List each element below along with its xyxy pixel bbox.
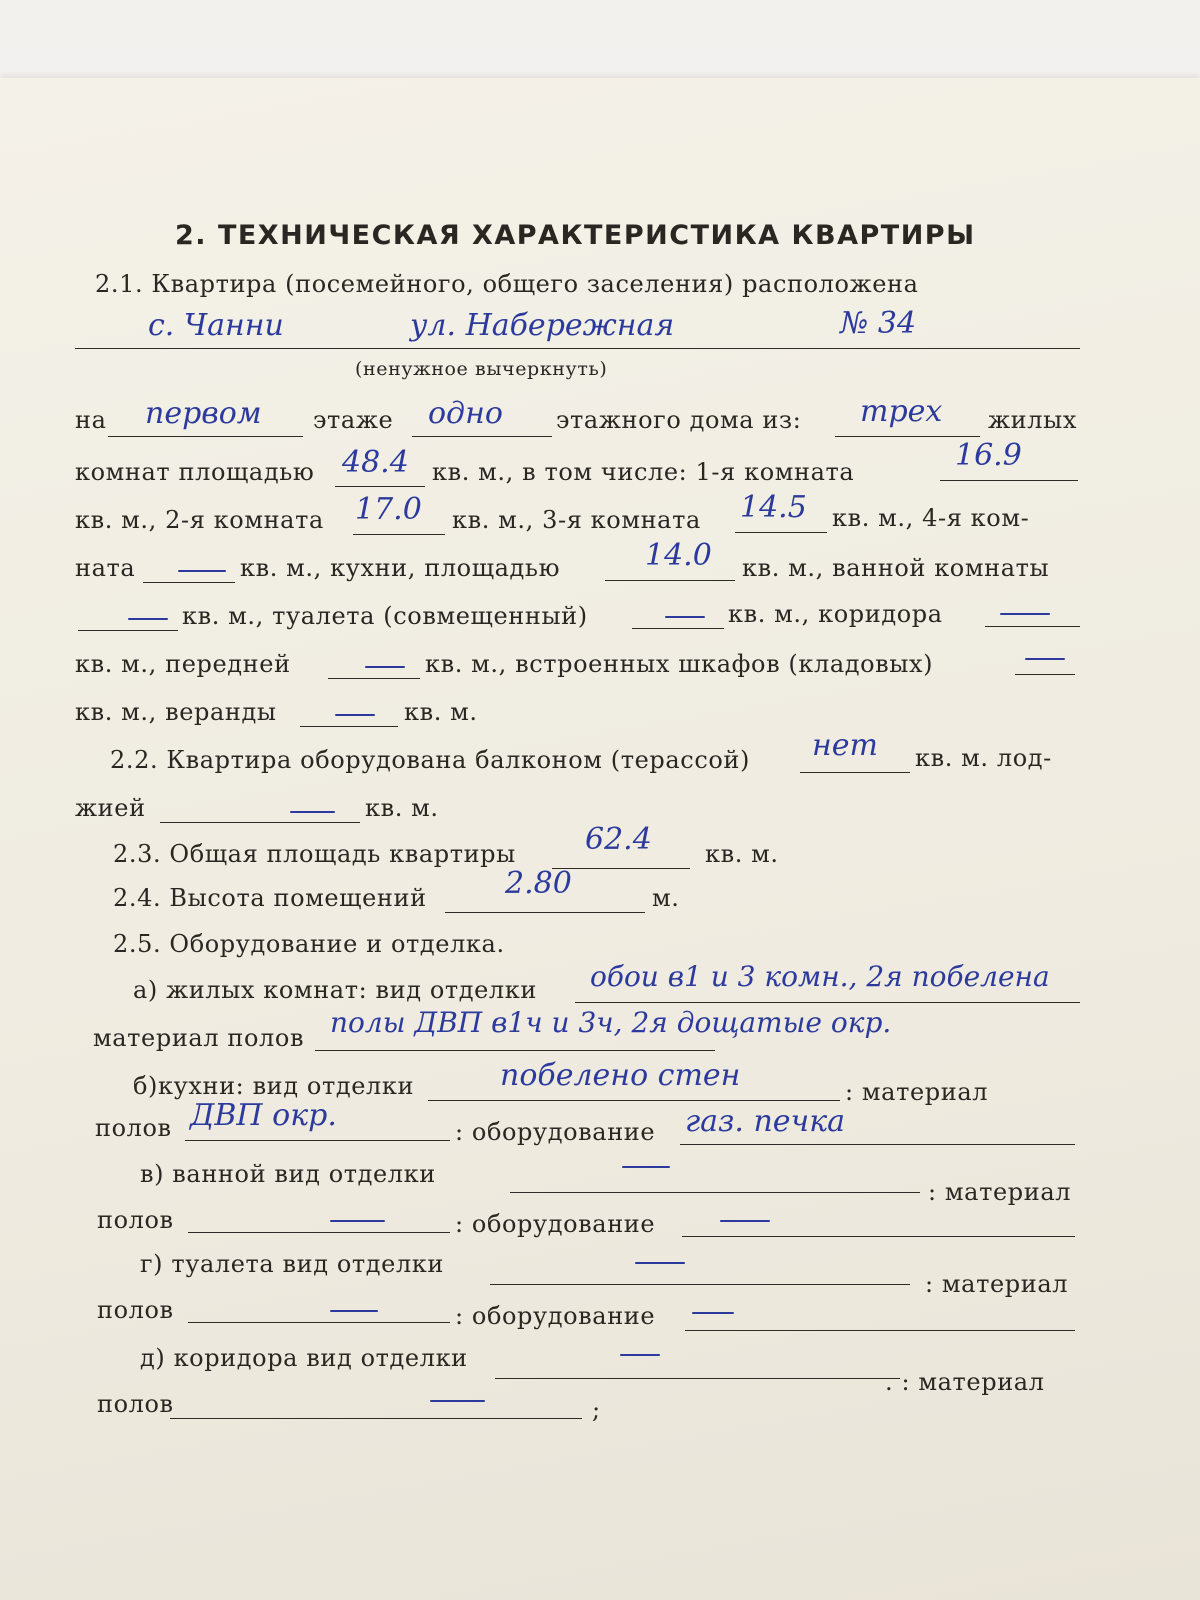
room3-line xyxy=(735,532,827,533)
bath-equipment-label: : оборудование xyxy=(455,1210,656,1238)
room3-value: 14.5 xyxy=(740,490,807,525)
floor-prefix: на xyxy=(75,406,107,434)
loggia-dash xyxy=(290,811,335,813)
toilet-line xyxy=(632,628,724,629)
toilet-finish-dash xyxy=(635,1262,685,1264)
clause-2-1-label: 2.1. Квартира (посемейного, общего заселения) расположена xyxy=(95,270,919,298)
bath-finish-line xyxy=(510,1192,920,1193)
corridor-floor-end: ; xyxy=(592,1396,601,1424)
kitchen-finish-label: б)кухни: вид отделки xyxy=(133,1072,415,1100)
kitchen-material-label: : материал xyxy=(845,1078,989,1106)
living-floor-value: полы ДВП в1ч и 3ч, 2я дощатые окр. xyxy=(330,1006,892,1039)
living-finish-label: а) жилых комнат: вид отделки xyxy=(133,976,537,1004)
toilet-finish-label: г) туалета вид отделки xyxy=(140,1250,445,1278)
toilet-floor-label: полов xyxy=(97,1296,174,1324)
kitchen-floor-value: ДВП окр. xyxy=(190,1098,337,1133)
toilet-floor-line xyxy=(188,1322,450,1323)
bath-material-label: : материал xyxy=(928,1178,1072,1206)
loggia-line xyxy=(160,822,360,823)
bath-floor-dash xyxy=(330,1220,385,1222)
floor-line xyxy=(108,436,303,437)
room1-line xyxy=(940,480,1078,481)
clause-2-2-label: 2.2. Квартира оборудована балконом (терассой) xyxy=(110,746,750,774)
toilet-equipment-line xyxy=(685,1330,1075,1331)
room3-label: кв. м., 3-я комната xyxy=(452,506,701,534)
address-line xyxy=(75,348,1080,349)
loggia-unit: кв. м. xyxy=(365,794,439,822)
corridor-finish-dash xyxy=(620,1354,660,1356)
corridor-label: кв. м., коридора xyxy=(728,600,943,628)
kitchen-finish-line xyxy=(428,1100,840,1101)
bath-floor-line xyxy=(188,1232,450,1233)
toilet-label: кв. м., туалета (совмещенный) xyxy=(182,602,588,630)
kitchen-equipment-label: : оборудование xyxy=(455,1118,656,1146)
living-finish-line xyxy=(575,1002,1080,1003)
floor-value: первом xyxy=(145,396,262,431)
living-floor-label: материал полов xyxy=(93,1024,305,1052)
total-area-line xyxy=(552,868,690,869)
toilet-equipment-dash xyxy=(692,1312,734,1314)
bath-equipment-dash xyxy=(720,1220,770,1222)
bathroom-label: кв. м., ванной комнаты xyxy=(742,554,1050,582)
toilet-floor-dash xyxy=(330,1310,378,1312)
total-area-unit: кв. м. xyxy=(705,840,779,868)
storeys-value: одно xyxy=(428,396,503,431)
storeys-label: этажного дома из: xyxy=(556,406,802,434)
address-village: с. Чанни xyxy=(148,308,284,343)
height-value: 2.80 xyxy=(505,866,572,901)
form-page xyxy=(0,78,1200,1600)
section-title: 2. ТЕХНИЧЕСКАЯ ХАРАКТЕРИСТИКА КВАРТИРЫ xyxy=(175,220,976,251)
height-unit: м. xyxy=(652,884,680,912)
veranda-dash xyxy=(335,714,375,716)
toilet-dash xyxy=(665,616,705,618)
address-street: ул. Набережная xyxy=(410,308,675,343)
room1-label: кв. м., в том числе: 1-я комната xyxy=(432,458,855,486)
corridor-finish-line xyxy=(495,1378,900,1379)
strike-hint: (ненужное вычеркнуть) xyxy=(355,358,608,380)
room4-line xyxy=(143,582,235,583)
bath-floor-label: полов xyxy=(97,1206,174,1234)
height-line xyxy=(445,912,645,913)
storeys-line xyxy=(412,436,552,437)
kitchen-line xyxy=(605,580,735,581)
bathroom-dash xyxy=(128,618,168,620)
bath-finish-dash xyxy=(622,1166,670,1168)
address-house: № 34 xyxy=(840,306,917,341)
corridor-finish-label: д) коридора вид отделки xyxy=(140,1344,468,1372)
kitchen-floor-label: полов xyxy=(95,1114,172,1142)
closets-dash xyxy=(1025,658,1065,660)
kitchen-value: 14.0 xyxy=(645,538,712,573)
clause-2-5-label: 2.5. Оборудование и отделка. xyxy=(113,930,505,958)
corridor-floor-label: полов xyxy=(97,1390,174,1418)
corridor-line xyxy=(985,626,1080,627)
kitchen-floor-line xyxy=(185,1140,450,1141)
room4-cont-label: ната xyxy=(75,554,136,582)
toilet-finish-line xyxy=(490,1284,910,1285)
room2-value: 17.0 xyxy=(355,492,422,527)
kitchen-equipment-line xyxy=(680,1144,1075,1145)
living-floor-line xyxy=(315,1050,715,1051)
veranda-label: кв. м., веранды xyxy=(75,698,277,726)
kitchen-equipment-value: газ. печка xyxy=(685,1104,846,1139)
bathroom-line xyxy=(78,630,178,631)
loggia-cont-label: жией xyxy=(75,794,146,822)
veranda-line xyxy=(300,726,398,727)
veranda-unit: кв. м. xyxy=(404,698,478,726)
hall-dash xyxy=(365,666,405,668)
closets-label: кв. м., встроенных шкафов (кладовых) xyxy=(425,650,934,678)
rooms-count-label: жилых xyxy=(988,406,1077,434)
toilet-material-label: : материал xyxy=(925,1270,1069,1298)
rooms-count-value: трех xyxy=(860,394,943,429)
bath-finish-label: в) ванной вид отделки xyxy=(140,1160,436,1188)
corridor-dash xyxy=(1000,613,1050,615)
corridor-material-label: . : материал xyxy=(885,1368,1045,1396)
balcony-line xyxy=(800,772,910,773)
corridor-floor-line xyxy=(170,1418,582,1419)
floor-label: этаже xyxy=(313,406,394,434)
rooms-count-line xyxy=(835,436,980,437)
room1-value: 16.9 xyxy=(955,438,1022,473)
living-area-value: 48.4 xyxy=(342,445,409,480)
corridor-floor-dash xyxy=(430,1400,485,1402)
closets-line xyxy=(1015,674,1075,675)
clause-2-4-label: 2.4. Высота помещений xyxy=(113,884,427,912)
balcony-value: нет xyxy=(812,728,878,763)
living-finish-value: обои в1 и 3 комн., 2я побелена xyxy=(590,960,1050,993)
bath-equipment-line xyxy=(682,1236,1075,1237)
hall-label: кв. м., передней xyxy=(75,650,291,678)
hall-line xyxy=(328,678,420,679)
kitchen-label: кв. м., кухни, площадью xyxy=(240,554,561,582)
clause-2-3-label: 2.3. Общая площадь квартиры xyxy=(113,840,516,868)
room4-label: кв. м., 4-я ком- xyxy=(832,504,1030,532)
kitchen-finish-value: побелено стен xyxy=(500,1058,741,1093)
loggia-label: кв. м. лод- xyxy=(915,744,1052,772)
toilet-equipment-label: : оборудование xyxy=(455,1302,656,1330)
room4-dash xyxy=(178,570,226,572)
living-area-label: комнат площадью xyxy=(75,458,315,486)
living-area-line xyxy=(335,486,425,487)
room2-label: кв. м., 2-я комната xyxy=(75,506,324,534)
room2-line xyxy=(353,534,445,535)
total-area-value: 62.4 xyxy=(585,822,652,857)
